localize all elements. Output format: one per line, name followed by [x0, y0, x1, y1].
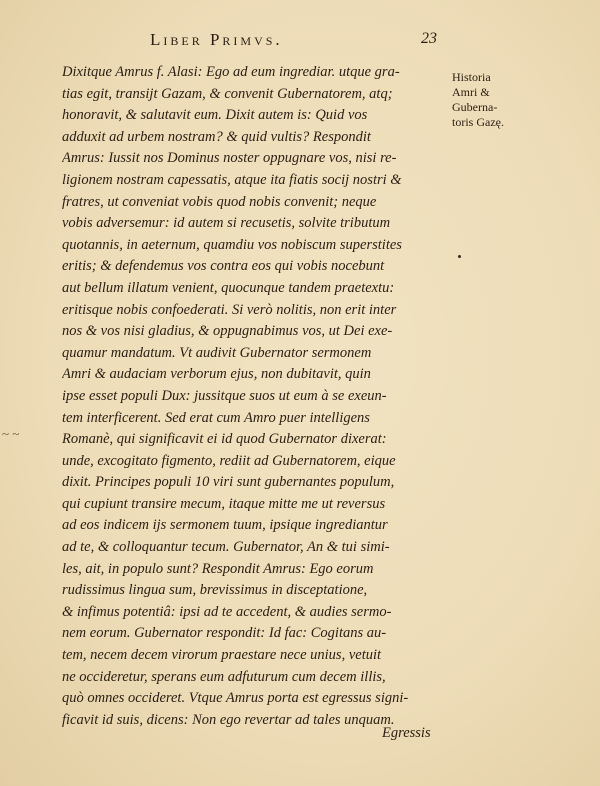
- text-line: ficavit id suis, dicens: Non ego revertar ad tales unquam.: [62, 711, 395, 728]
- text-line: tem, necem decem virorum praestare nece unius, vetuit: [62, 647, 382, 664]
- text-line: tem interficerent. Sed erat cum Amro puer intelligens: [62, 409, 370, 426]
- running-head: [0, 30, 600, 52]
- margin-tilde-mark: ~ ~: [2, 426, 20, 441]
- text-line: les, ait, in populo sunt? Respondit Amrus: Ego eorum: [62, 560, 374, 577]
- text-line: ipse esset populi Dux: jussitque suos ut eum à se exeun-: [62, 387, 387, 404]
- text-line: rudissimus lingua sum, brevissimus in disceptatione,: [62, 582, 368, 599]
- text-line: quamur mandatum. Vt audivit Gubernator sermonem: [62, 344, 372, 361]
- text-line: eritis; & defendemus vos contra eos qui vobis nocebunt: [62, 258, 385, 275]
- margin-note-line: toris Gazę.: [452, 115, 504, 129]
- text-line: fratres, ut conveniat vobis quod nobis convenit; neque: [62, 193, 377, 210]
- text-line: honoravit, & salutavit eum. Dixit autem is: Quid vos: [62, 107, 368, 124]
- text-line: Romanè, qui significavit ei id quod Gubernator dixerat:: [62, 431, 387, 448]
- margin-note-line: Historia: [452, 70, 491, 84]
- margin-note: [452, 70, 522, 130]
- text-line: ad te, & colloquantur tecum. Gubernator, An & tui simi-: [62, 539, 390, 556]
- text-line: Amri & audaciam verborum ejus, non dubitavit, quin: [62, 366, 371, 383]
- text-line: eritisque nobis confoederati. Si verò nolitis, non erit inter: [62, 301, 397, 318]
- page-number: 23: [421, 30, 437, 47]
- text-line: ad eos indicem ijs sermonem tuum, ipsique ingrediantur: [62, 517, 388, 534]
- text-line: ligionem nostram capessatis, atque ita fiatis socij nostri &: [62, 171, 402, 188]
- text-line: qui cupiunt transire mecum, itaque mitte me ut reversus: [62, 495, 386, 512]
- text-line: quotannis, in aeternum, quamdiu vos nobiscum superstites: [62, 236, 402, 253]
- text-line: dixit. Principes populi 10 viri sunt gubernantes populum,: [62, 474, 395, 491]
- margin-dot-mark: [458, 255, 461, 258]
- text-line: Amrus: Iussit nos Dominus noster oppugnare vos, nisi re-: [62, 150, 397, 167]
- text-line: vobis adversemur: id autem si recusetis, solvite tributum: [62, 215, 391, 232]
- body-text: [62, 62, 454, 731]
- text-line: nos & vos nisi gladius, & oppugnabimus vos, ut Dei exe-: [62, 323, 393, 340]
- text-line: ne occideretur, sperans eum adfuturum cum decem illis,: [62, 668, 386, 685]
- margin-note-line: Guberna-: [452, 100, 498, 114]
- text-line: tias egit, transijt Gazam, & convenit Gubernatorem, atq;: [62, 85, 393, 102]
- text-line: adduxit ad urbem nostram? & quid vultis? Respondit: [62, 128, 371, 145]
- text-line: unde, excogitato figmento, rediit ad Gubernatorem, eique: [62, 452, 396, 469]
- margin-note-line: Amri &: [452, 85, 490, 99]
- text-line: aut bellum illatum venient, quocunque tandem praetextu:: [62, 279, 395, 296]
- catchword: Egressis: [382, 725, 431, 741]
- text-line: & infimus potentiâ: ipsi ad te accedent, & audies sermo-: [62, 603, 392, 620]
- text-line: nem eorum. Gubernator respondit: Id fac: Cogitans au-: [62, 625, 387, 642]
- text-line: Dixitque Amrus f. Alasi: Ego ad eum ingrediar. utque gra-: [62, 64, 400, 80]
- running-title: Liber Primvs.: [150, 30, 283, 49]
- text-line: quò omnes occideret. Vtque Amrus porta est egressus signi-: [62, 690, 409, 707]
